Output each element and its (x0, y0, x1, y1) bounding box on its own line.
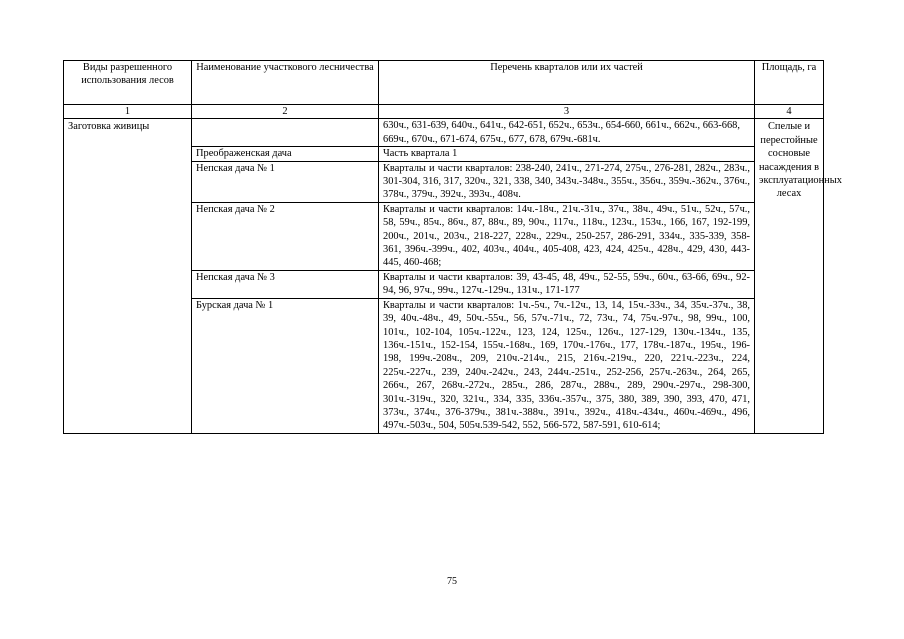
header-area: Площадь, га (755, 61, 824, 105)
column-number-row (64, 105, 824, 119)
dacha-cell: Преображенская дача (192, 147, 379, 161)
quarters-cell: Кварталы и части кварталов: 1ч.-5ч., 7ч.-12ч., 13, 14, 15ч.-33ч., 34, 35ч.-37ч., 38, 39, 40ч.-48ч., 49, 50ч.-55ч., 56, 57ч.-71ч., 72, 73ч., 74, 75ч.-97ч., 98, 99ч., 100, 101ч., 102-104, 105ч.-122ч., 123, 124, 125ч., 126ч., 127-129, 130ч.-134ч., 135, 136ч.-151ч., 152-154, 155ч.-168ч., 169, 170ч.-176ч., 177, 178ч.-187ч., 195ч., 196-198, 199ч.-208ч., 209, 210ч.-214ч., 215, 216ч.-219ч., 220, 221ч.-223ч., 224, 225ч.-227ч., 239, 240ч.-242ч., 243, 244ч.-251ч., 252-256, 257ч.-263ч., 264, 265, 266ч., 267, 268ч.-272ч., 285ч., 286, 287ч., 288ч., 289, 290ч.-297ч., 298-300, 301ч.-319ч., 320, 321ч., 334, 335, 336ч.-357ч., 375, 380, 389, 390, 393, 470, 471, 373ч., 374ч., 376-379ч., 381ч.-388ч., 391ч., 392ч., 418ч.-434ч., 460ч.-469ч., 496, 497ч.-503ч., 504, 505ч.539-542, 552, 566-572, 587-591, 610-614; (379, 298, 755, 433)
use-type-cell: Заготовка живицы (64, 119, 192, 433)
dacha-cell: Непская дача № 2 (192, 202, 379, 270)
column-number: 2 (192, 105, 379, 119)
page-number: 75 (447, 576, 457, 587)
area-cell: Спелые и перестойные сосновые насаждения в эксплуатационных лесах (755, 119, 824, 433)
header-forestry-name: Наименование участкового лесничества (192, 61, 379, 105)
column-number: 3 (379, 105, 755, 119)
table-row (64, 119, 824, 147)
quarters-cell: Кварталы и части кварталов: 14ч.-18ч., 21ч.-31ч., 37ч., 38ч., 49ч., 51ч., 52ч., 57ч., 58, 59ч., 85ч., 86ч., 87, 88ч., 89, 90ч., 117ч., 118ч., 123ч., 153ч., 166, 167, 192-199, 200ч., 201ч., 203ч., 218-227, 228ч., 229ч., 250-257, 286-291, 334ч., 335-339, 358-361, 396ч.-399ч., 402, 403ч., 404ч., 405-408, 423, 424, 425ч., 428ч., 429, 430, 443-445, 460-468; (379, 202, 755, 270)
column-number: 4 (755, 105, 824, 119)
dacha-cell: Бурская дача № 1 (192, 298, 379, 433)
quarters-cell: Кварталы и части кварталов: 238-240, 241ч., 271-274, 275ч., 276-281, 282ч., 283ч., 301-304, 316, 317, 320ч., 321, 338, 340, 343ч.-348ч., 355ч., 356ч., 359ч.-362ч., 376ч., 378ч., 379ч., 392ч., 393ч., 408ч. (379, 161, 755, 202)
dacha-cell: Непская дача № 3 (192, 270, 379, 298)
header-quarters-list: Перечень кварталов или их частей (379, 61, 755, 105)
header-row (64, 61, 824, 105)
column-number: 1 (64, 105, 192, 119)
quarters-cell: Кварталы и части кварталов: 39, 43-45, 48, 49ч., 52-55, 59ч., 60ч., 63-66, 69ч., 92-94, 96, 97ч., 99ч., 127ч.-129ч., 131ч., 171-177 (379, 270, 755, 298)
header-use-type: Виды разрешенного использования лесов (64, 61, 192, 105)
quarters-cell: 630ч., 631-639, 640ч., 641ч., 642-651, 652ч., 653ч., 654-660, 661ч., 662ч., 663-668, 669ч., 670ч., 671-674, 675ч., 677, 678, 679ч.-681ч. (379, 119, 755, 147)
quarters-cell: Часть квартала 1 (379, 147, 755, 161)
dacha-cell (192, 119, 379, 147)
forest-use-table (63, 60, 842, 434)
dacha-cell: Непская дача № 1 (192, 161, 379, 202)
